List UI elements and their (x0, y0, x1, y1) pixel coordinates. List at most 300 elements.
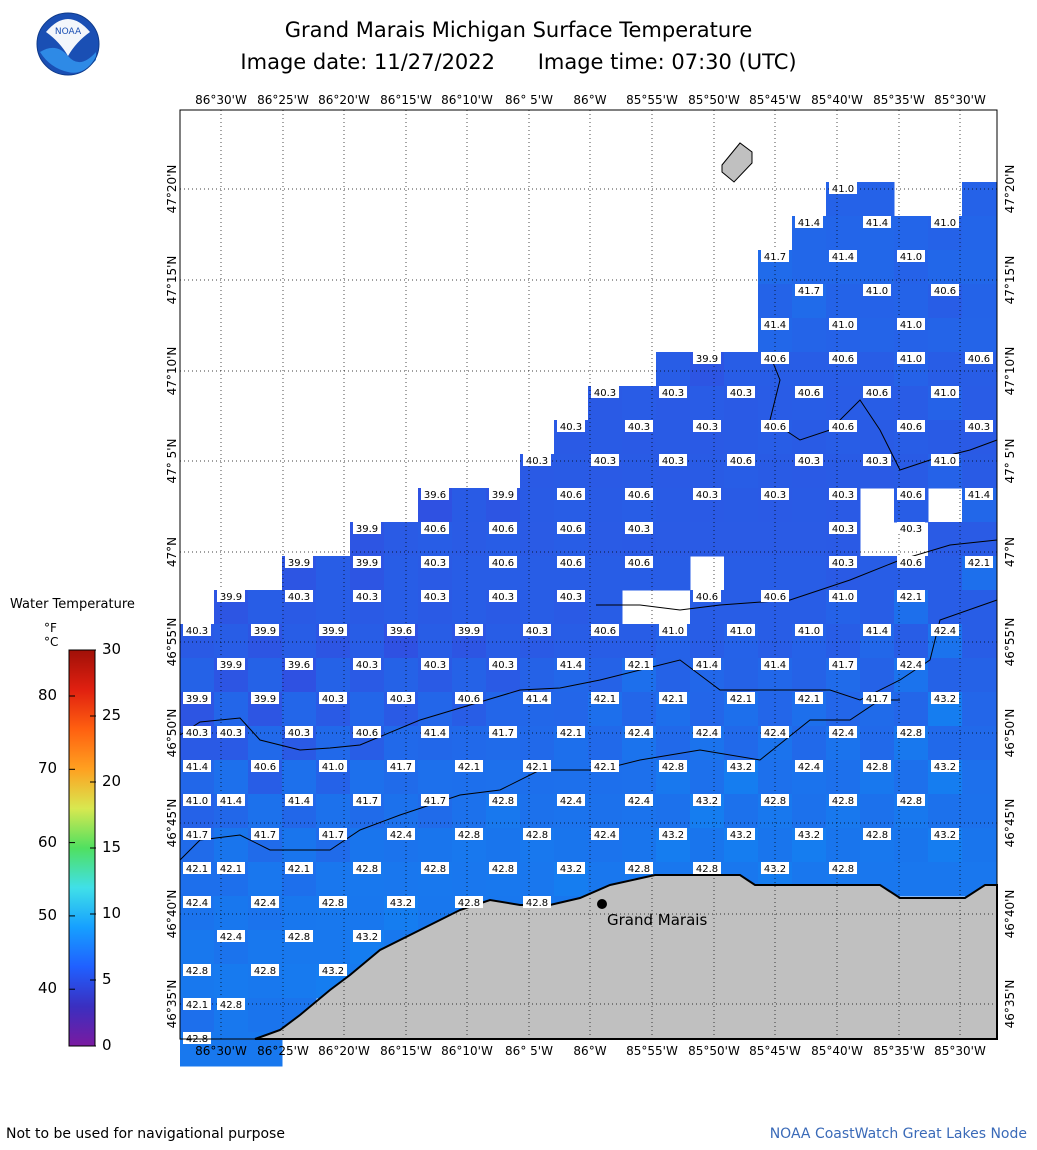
lat-label-left: 47°N (165, 536, 179, 568)
temperature-value: 39.9 (253, 626, 277, 637)
temperature-value: 41.7 (185, 830, 209, 841)
temperature-value: 41.0 (899, 354, 923, 365)
temperature-value: 40.3 (389, 694, 413, 705)
lat-label-left: 46°35'N (165, 979, 179, 1029)
water-cell (792, 488, 827, 523)
temperature-value: 40.3 (423, 558, 447, 569)
temperature-value: 39.6 (389, 626, 413, 637)
water-cell (452, 590, 487, 625)
temperature-value: 42.8 (491, 864, 515, 875)
water-cell (520, 556, 555, 591)
water-cell (316, 590, 351, 625)
water-cell (894, 760, 929, 795)
legend-title: Water Temperature (10, 597, 135, 612)
lon-label-bottom: 86°25'W (257, 1044, 309, 1058)
lat-label-right: 47°10'N (1003, 346, 1017, 396)
water-cell (316, 726, 351, 761)
water-cell (894, 284, 929, 319)
temperature-value: 40.6 (763, 354, 787, 365)
water-cell (214, 624, 249, 659)
water-cell (792, 250, 827, 285)
temperature-value: 42.8 (185, 966, 209, 977)
water-cell (860, 352, 895, 387)
temperature-value: 41.0 (899, 252, 923, 263)
temperature-value: 42.8 (865, 830, 889, 841)
temperature-value: 43.2 (695, 796, 719, 807)
water-cell (928, 522, 963, 557)
water-cell (214, 896, 249, 931)
temperature-value: 43.2 (559, 864, 583, 875)
water-cell (520, 658, 555, 693)
temperature-value: 42.8 (219, 1000, 243, 1011)
water-cell (214, 760, 249, 795)
water-cell (486, 692, 521, 727)
temperature-value: 40.6 (627, 490, 651, 501)
water-cell (350, 896, 385, 931)
water-cell (826, 386, 861, 421)
water-cell (724, 488, 759, 523)
water-cell (962, 454, 997, 489)
temperature-value: 42.1 (797, 694, 821, 705)
temperature-value: 42.8 (661, 762, 685, 773)
water-cell (860, 556, 895, 591)
water-cell (588, 794, 623, 829)
water-cell (792, 352, 827, 387)
temperature-value: 40.6 (899, 490, 923, 501)
water-cell (690, 692, 725, 727)
temperature-value: 39.6 (287, 660, 311, 671)
temperature-value: 40.3 (321, 694, 345, 705)
water-cell (928, 794, 963, 829)
temperature-value: 41.7 (389, 762, 413, 773)
temperature-value: 42.8 (899, 796, 923, 807)
temperature-value: 40.3 (185, 728, 209, 739)
water-cell (282, 692, 317, 727)
water-cell (826, 454, 861, 489)
temperature-value: 40.3 (593, 456, 617, 467)
temperature-value: 40.6 (967, 354, 991, 365)
temperature-value: 41.0 (729, 626, 753, 637)
water-cell (928, 352, 963, 387)
temperature-value: 41.7 (831, 660, 855, 671)
lon-label-top: 86°25'W (257, 93, 309, 107)
temperature-value: 42.8 (457, 830, 481, 841)
temperature-value: 40.3 (491, 660, 515, 671)
temperature-value: 41.4 (831, 252, 855, 263)
water-cell (758, 760, 793, 795)
water-cell (316, 930, 351, 965)
temperature-value: 43.2 (661, 830, 685, 841)
navigation-disclaimer: Not to be used for navigational purpose (6, 1126, 285, 1142)
water-cell (962, 590, 997, 625)
temperature-value: 41.4 (695, 660, 719, 671)
coastwatch-credit[interactable]: NOAA CoastWatch Great Lakes Node (769, 1126, 1027, 1142)
fahrenheit-tick-label: 40 (38, 979, 58, 998)
temperature-value: 40.3 (797, 456, 821, 467)
temperature-value: 40.3 (287, 592, 311, 603)
lon-label-bottom: 86°W (573, 1044, 607, 1058)
water-cell (928, 590, 963, 625)
temperature-value: 40.3 (355, 592, 379, 603)
temperature-value: 41.7 (321, 830, 345, 841)
fahrenheit-tick-label: 80 (38, 686, 58, 704)
water-cell (792, 318, 827, 353)
celsius-tick-label: 0 (102, 1036, 112, 1054)
temperature-value: 40.6 (865, 388, 889, 399)
temperature-value: 40.3 (593, 388, 617, 399)
temperature-value: 43.2 (797, 830, 821, 841)
temperature-value: 43.2 (933, 830, 957, 841)
temperature-value: 40.6 (763, 422, 787, 433)
water-cell (350, 624, 385, 659)
image-date: Image date: 11/27/2022 (240, 50, 496, 74)
temperature-value: 39.9 (253, 694, 277, 705)
lon-label-bottom: 86° 5'W (505, 1044, 553, 1058)
water-cell (928, 420, 963, 455)
water-cell (962, 760, 997, 795)
temperature-value: 41.7 (797, 286, 821, 297)
water-cell (758, 624, 793, 659)
temperature-value: 41.7 (253, 830, 277, 841)
temperature-value: 42.4 (797, 762, 821, 773)
lon-label-bottom: 85°40'W (811, 1044, 863, 1058)
water-cell (758, 522, 793, 557)
temperature-value: 42.8 (321, 898, 345, 909)
lon-label-bottom: 85°55'W (626, 1044, 678, 1058)
lon-label-top: 85°50'W (688, 93, 740, 107)
water-cell (690, 828, 725, 863)
water-cell (588, 590, 623, 625)
temperature-value: 40.3 (967, 422, 991, 433)
celsius-tick-label: 10 (102, 904, 122, 922)
water-cell (418, 828, 453, 863)
temperature-value: 41.4 (967, 490, 991, 501)
temperature-value: 41.4 (219, 796, 243, 807)
lat-label-right: 47°N (1003, 536, 1017, 568)
temperature-value: 43.2 (763, 864, 787, 875)
lat-label-right: 46°45'N (1003, 798, 1017, 848)
water-cell (724, 420, 759, 455)
water-cell (452, 522, 487, 557)
temperature-value: 40.6 (355, 728, 379, 739)
lon-label-top: 86°15'W (380, 93, 432, 107)
water-cell (384, 590, 419, 625)
temperature-value: 42.4 (627, 728, 651, 739)
lat-label-right: 46°35'N (1003, 979, 1017, 1029)
temperature-value: 40.3 (185, 626, 209, 637)
water-cell (452, 794, 487, 829)
water-cell (554, 760, 589, 795)
water-cell (758, 386, 793, 421)
temperature-value: 41.4 (423, 728, 447, 739)
temperature-value: 40.6 (491, 524, 515, 535)
temperature-value: 40.3 (627, 422, 651, 433)
temperature-value: 39.9 (355, 558, 379, 569)
water-cell (282, 828, 317, 863)
water-cell (792, 556, 827, 591)
water-cell (928, 250, 963, 285)
water-cell (520, 794, 555, 829)
lon-label-bottom: 85°30'W (934, 1044, 986, 1058)
water-cell (316, 862, 351, 897)
temperature-value: 40.6 (423, 524, 447, 535)
water-cell (894, 692, 929, 727)
temperature-value: 40.6 (559, 490, 583, 501)
temperature-value: 40.6 (559, 558, 583, 569)
temperature-value: 42.8 (831, 796, 855, 807)
water-cell (792, 658, 827, 693)
water-cell (554, 454, 589, 489)
temperature-value: 39.9 (355, 524, 379, 535)
temperature-value: 40.3 (729, 388, 753, 399)
temperature-value: 39.9 (491, 490, 515, 501)
water-cell (486, 760, 521, 795)
water-cell (452, 658, 487, 693)
temperature-value: 41.7 (865, 694, 889, 705)
water-cell (486, 828, 521, 863)
lat-label-left: 46°40'N (165, 889, 179, 939)
temperature-value: 42.1 (593, 762, 617, 773)
lon-label-top: 86°10'W (441, 93, 493, 107)
temperature-value: 42.1 (457, 762, 481, 773)
water-cell (622, 386, 657, 421)
temperature-value: 42.4 (219, 932, 243, 943)
temperature-value: 43.2 (933, 694, 957, 705)
lat-label-left: 47° 5'N (165, 438, 179, 484)
temperature-value: 39.9 (457, 626, 481, 637)
temperature-value: 43.2 (729, 830, 753, 841)
temperature-value: 41.4 (287, 796, 311, 807)
water-cell (180, 930, 215, 965)
water-cell (588, 420, 623, 455)
grand-marais-marker (597, 899, 607, 909)
temperature-value: 41.7 (423, 796, 447, 807)
lat-label-right: 47°15'N (1003, 255, 1017, 305)
island (722, 143, 752, 182)
water-cell (928, 658, 963, 693)
water-cell (758, 692, 793, 727)
water-cell (860, 726, 895, 761)
water-cell (316, 556, 351, 591)
water-cell (486, 624, 521, 659)
temperature-value: 42.4 (627, 796, 651, 807)
water-cell (758, 284, 793, 319)
temperature-value: 40.6 (899, 422, 923, 433)
temperature-value: 40.3 (491, 592, 515, 603)
water-cell (962, 726, 997, 761)
water-cell (758, 828, 793, 863)
lon-label-top: 86°W (573, 93, 607, 107)
temperature-value: 41.0 (185, 796, 209, 807)
temperature-value: 42.1 (219, 864, 243, 875)
temperature-value: 41.4 (797, 218, 821, 229)
water-cell (962, 318, 997, 353)
water-cell (520, 726, 555, 761)
temperature-value: 41.0 (797, 626, 821, 637)
temperature-value: 41.4 (559, 660, 583, 671)
water-cell (452, 488, 487, 523)
temperature-value: 41.0 (831, 592, 855, 603)
water-cell (962, 250, 997, 285)
lon-label-bottom: 85°50'W (688, 1044, 740, 1058)
water-cell (520, 488, 555, 523)
temperature-value: 43.2 (729, 762, 753, 773)
temperature-value: 41.7 (763, 252, 787, 263)
water-cell (690, 760, 725, 795)
temperature-value: 41.7 (355, 796, 379, 807)
temperature-value: 41.0 (865, 286, 889, 297)
water-cell (826, 760, 861, 795)
water-cell (554, 828, 589, 863)
lon-label-top: 86°20'W (318, 93, 370, 107)
temperature-value: 42.8 (525, 898, 549, 909)
fahrenheit-tick-label: 60 (38, 832, 58, 851)
water-cell (962, 794, 997, 829)
temperature-value: 39.9 (185, 694, 209, 705)
water-cell (724, 352, 759, 387)
temperature-value: 42.8 (457, 898, 481, 909)
temperature-value: 40.3 (831, 490, 855, 501)
temperature-value: 40.6 (457, 694, 481, 705)
temperature-value: 40.3 (627, 524, 651, 535)
lon-label-bottom: 86°30'W (195, 1044, 247, 1058)
temperature-value: 42.1 (525, 762, 549, 773)
water-cell (452, 726, 487, 761)
water-cell (894, 386, 929, 421)
water-cell (758, 556, 793, 591)
lon-label-top: 85°30'W (934, 93, 986, 107)
temperature-value: 41.0 (831, 320, 855, 331)
celsius-tick-label: 5 (102, 970, 112, 988)
water-cell (180, 658, 215, 693)
temperature-value: 40.6 (797, 388, 821, 399)
water-cell (384, 658, 419, 693)
water-cell (384, 794, 419, 829)
lon-label-top: 85°40'W (811, 93, 863, 107)
lon-label-top: 86°30'W (195, 93, 247, 107)
water-cell (520, 522, 555, 557)
temperature-value: 43.2 (389, 898, 413, 909)
temperature-value: 40.3 (219, 728, 243, 739)
water-cell (894, 862, 929, 897)
water-cell (656, 420, 691, 455)
water-cell (316, 658, 351, 693)
water-cell (554, 624, 589, 659)
temperature-value: 42.1 (899, 592, 923, 603)
lon-label-bottom: 86°10'W (441, 1044, 493, 1058)
water-cell (588, 556, 623, 591)
water-cell (520, 862, 555, 897)
water-cell (554, 692, 589, 727)
water-cell (622, 828, 657, 863)
water-cell (860, 250, 895, 285)
celsius-tick-label: 30 (102, 640, 122, 658)
temperature-value: 39.9 (321, 626, 345, 637)
water-cell (826, 624, 861, 659)
water-cell (928, 726, 963, 761)
temperature-value: 41.4 (525, 694, 549, 705)
water-cell (792, 522, 827, 557)
temperature-value: 42.4 (933, 626, 957, 637)
water-cell (724, 590, 759, 625)
temperature-value: 42.8 (899, 728, 923, 739)
water-cell (962, 216, 997, 251)
temperature-value: 40.3 (661, 456, 685, 467)
temperature-value: 42.4 (831, 728, 855, 739)
unit-fahrenheit: °F (44, 621, 57, 635)
water-cell (622, 692, 657, 727)
temperature-value: 40.3 (695, 490, 719, 501)
water-cell (690, 522, 725, 557)
temperature-value: 42.4 (899, 660, 923, 671)
temperature-value: 41.0 (321, 762, 345, 773)
lat-label-left: 47°10'N (165, 346, 179, 396)
lon-label-top: 85°45'W (749, 93, 801, 107)
water-cell (724, 658, 759, 693)
water-cell (690, 454, 725, 489)
water-cell (690, 624, 725, 659)
lon-label-top: 85°35'W (873, 93, 925, 107)
fahrenheit-tick-label: 50 (38, 905, 58, 924)
water-cell (248, 998, 283, 1033)
temperature-value: 41.4 (763, 320, 787, 331)
temperature-value: 43.2 (933, 762, 957, 773)
temperature-value: 42.8 (627, 864, 651, 875)
temperature-value: 42.1 (559, 728, 583, 739)
water-cell (418, 760, 453, 795)
temperature-value: 40.3 (559, 592, 583, 603)
water-cell (962, 522, 997, 557)
water-cell (656, 658, 691, 693)
celsius-tick-label: 25 (102, 706, 122, 724)
temperature-value: 42.1 (185, 1000, 209, 1011)
map-title: Grand Marais Michigan Surface Temperature (284, 18, 753, 42)
temperature-value: 40.6 (763, 592, 787, 603)
lat-label-right: 46°50'N (1003, 708, 1017, 758)
water-cell (214, 828, 249, 863)
water-cell (690, 386, 725, 421)
temperature-value: 42.1 (661, 694, 685, 705)
water-cell (826, 828, 861, 863)
temperature-value: 42.1 (593, 694, 617, 705)
lon-label-bottom: 85°45'W (749, 1044, 801, 1058)
temperature-value: 40.3 (899, 524, 923, 535)
water-cell (928, 556, 963, 591)
temperature-value: 40.3 (559, 422, 583, 433)
water-cell (792, 726, 827, 761)
temperature-value: 40.3 (355, 660, 379, 671)
temperature-value: 40.3 (831, 524, 855, 535)
temperature-value: 40.3 (423, 660, 447, 671)
water-cell (282, 760, 317, 795)
temperature-value: 41.4 (865, 218, 889, 229)
temperature-value: 39.9 (695, 354, 719, 365)
temperature-value: 41.4 (865, 626, 889, 637)
image-time: Image time: 07:30 (UTC) (537, 50, 797, 74)
water-cell (962, 692, 997, 727)
water-cell (248, 794, 283, 829)
water-cell (588, 488, 623, 523)
water-cell (860, 794, 895, 829)
temperature-value: 40.6 (253, 762, 277, 773)
temperature-value: 39.6 (423, 490, 447, 501)
water-cell (962, 658, 997, 693)
water-cell (588, 522, 623, 557)
temperature-value: 42.8 (185, 1034, 209, 1045)
water-cell (792, 590, 827, 625)
water-cell (826, 284, 861, 319)
water-cell (656, 352, 691, 387)
